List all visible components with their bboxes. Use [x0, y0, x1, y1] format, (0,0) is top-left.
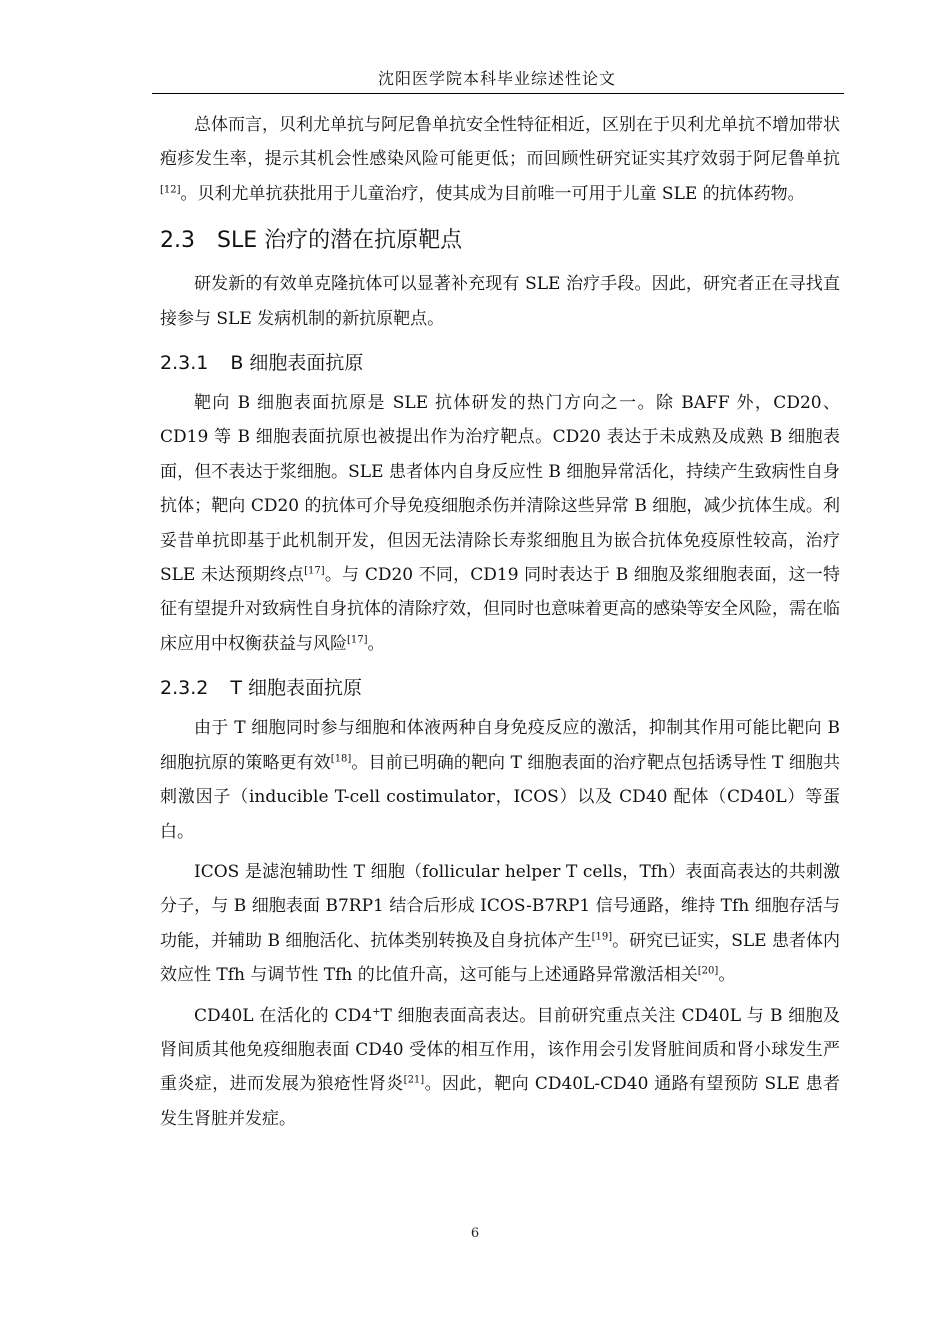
text-run: CD40L 在活化的 CD4	[194, 1005, 373, 1026]
text-run: 。因此，靶向 CD40L-CD40 通路有望预防 SLE 患者发生肾脏并发症。	[160, 1074, 841, 1129]
running-header: 沈阳医学院本科毕业综述性论文	[377, 69, 616, 88]
text-run: 。	[718, 965, 736, 986]
paragraph-t-cell	[160, 711, 840, 849]
text-run: 。贝利尤单抗获批用于儿童治疗，使其成为目前唯一可用于儿童 SLE 的抗体药物。	[180, 183, 805, 204]
section-number: 2.3.2	[160, 677, 209, 700]
citation-17: [17]	[304, 565, 325, 577]
citation-12: [12]	[160, 184, 181, 196]
paragraph-summary	[160, 108, 840, 211]
text-run: 研发新的有效单克隆抗体可以显著补充现有 SLE 治疗手段。因此，研究者正在寻找直接参与 SLE 发病机制的新抗原靶点。	[160, 274, 840, 329]
citation-21: [21]	[403, 1074, 425, 1086]
paragraph-icos	[160, 855, 840, 993]
section-heading-2-3-1	[160, 342, 840, 384]
paragraph-b-cell	[160, 386, 840, 661]
text-run: T 细胞表面高表达。目前研究重点关注 CD40L 与 B 细胞及肾间质其他免疫细胞表面 CD40 受体的相互作用，该作用会引发肾脏间质和肾小球发生严重炎症，进而发展为狼疮性肾炎	[160, 1005, 840, 1095]
citation-18: [18]	[330, 753, 352, 765]
section-heading-2-3-2	[160, 667, 840, 709]
text-run: 靶向 B 细胞表面抗原是 SLE 抗体研发的热门方向之一。除 BAFF 外，CD20、CD19 等 B 细胞表面抗原也被提出作为治疗靶点。CD20 表达于未成熟及成熟 B 细胞表面，但不表达于浆细胞。SLE 患者体内自身反应性 B 细胞异常活化，持续产生致病性自身抗体；靶向 CD20 的抗体可介导免疫细胞杀伤并清除这些异常 B 细胞，减少抗体生成。利妥昔单抗即基于此机制开发，但因无法清除长寿浆细胞且为嵌合抗体免疫原性较高，治疗 SLE 未达预期终点	[160, 393, 840, 586]
text-run: ICOS 是滤泡辅助性 T 细胞（follicular helper T cells，Tfh）表面高表达的共刺激分子，与 B 细胞表面 B7RP1 结合后形成 ICOS-B7RP1 信号通路，维持 Tfh 细胞存活与功能，并辅助 B 细胞活化、抗体类别转换及自身抗体产生	[160, 861, 840, 951]
text-run: 总体而言，贝利尤单抗与阿尼鲁单抗安全性特征相近，区别在于贝利尤单抗不增加带状疱疹发生率，提示其机会性感染风险可能更低；而回顾性研究证实其疗效弱于阿尼鲁单抗	[160, 115, 840, 170]
text-run: 。研究已证实，SLE 患者体内效应性 Tfh 与调节性 Tfh 的比值升高，这可能与上述通路异常激活相关	[160, 930, 840, 986]
text-run: 。	[367, 633, 385, 654]
citation-19: [19]	[591, 931, 613, 943]
section-title: T 细胞表面抗原	[230, 677, 363, 700]
text-run: 。目前已明确的靶向 T 细胞表面的治疗靶点包括诱导性 T 细胞共刺激因子（inducible T-cell costimulator，ICOS）以及 CD40 配体（CD40L）等蛋白。	[160, 752, 840, 842]
paragraph-intro	[160, 267, 840, 336]
page-number: 6	[470, 1226, 480, 1241]
text-run: 。与 CD20 不同，CD19 同时表达于 B 细胞及浆细胞表面，这一特征有望提升对致病性自身抗体的清除疗效，但同时也意味着更高的感染等安全风险，需在临床应用中权衡获益与风险	[160, 565, 840, 654]
section-heading-2-3	[160, 217, 840, 265]
document-body	[160, 108, 840, 1142]
text-run: 由于 T 细胞同时参与细胞和体液两种自身免疫反应的激活，抑制其作用可能比靶向 B 细胞抗原的策略更有效	[160, 718, 840, 773]
paragraph-cd40l	[160, 999, 840, 1137]
citation-20: [20]	[697, 965, 719, 977]
section-title: SLE 治疗的潜在抗原靶点	[217, 228, 463, 254]
section-title: B 细胞表面抗原	[230, 352, 364, 375]
superscript-plus: +	[372, 1005, 381, 1017]
header-rule	[152, 93, 844, 94]
section-number: 2.3.1	[160, 352, 209, 375]
citation-17: [17]	[347, 634, 368, 646]
section-number: 2.3	[160, 228, 195, 254]
